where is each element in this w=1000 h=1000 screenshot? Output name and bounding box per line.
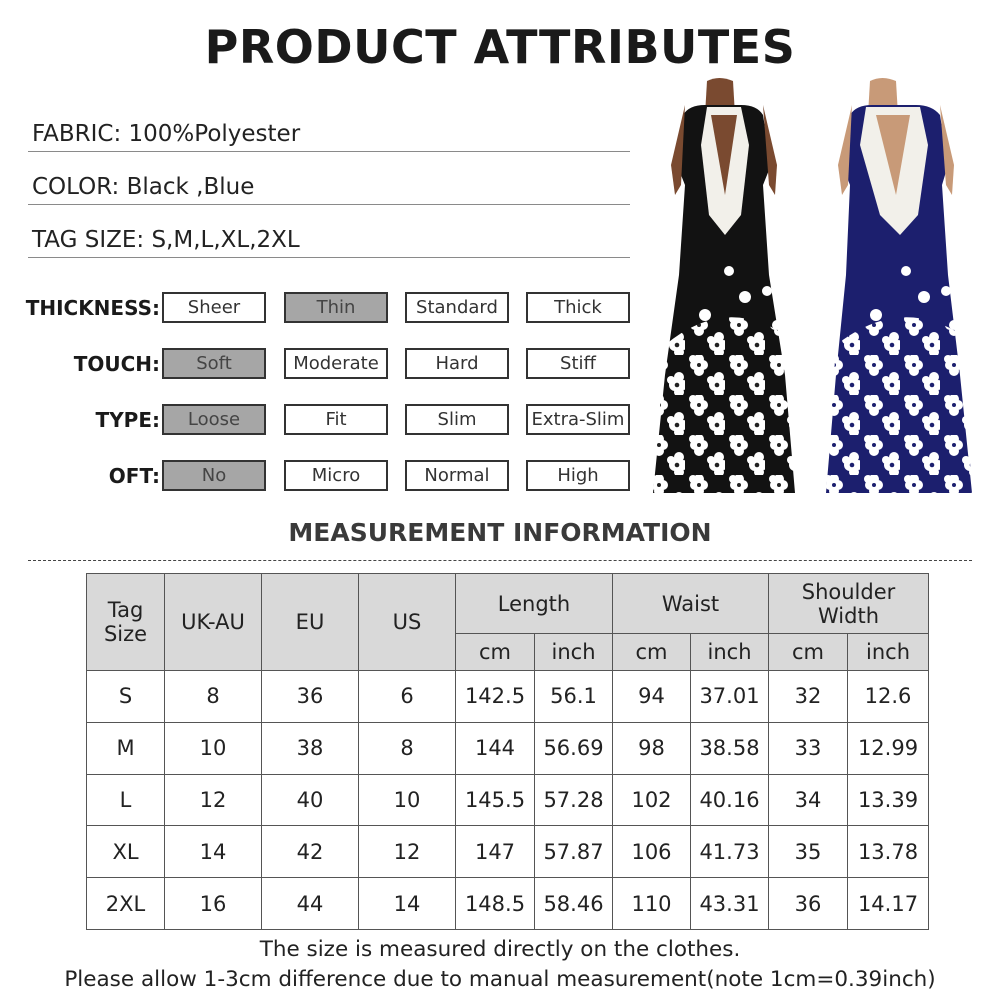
cell-length-cm: 142.5: [456, 671, 535, 723]
table-row: [87, 671, 929, 723]
type-option-fit: Fit: [284, 404, 388, 435]
cell-waist-inch: 40.16: [691, 774, 769, 826]
cell-tag-size: S: [87, 671, 165, 723]
oft-row: [0, 460, 640, 492]
cell-tag-size: L: [87, 774, 165, 826]
blue-dress-photo: [820, 75, 980, 495]
dashed-divider: [28, 560, 972, 561]
table-row: [87, 878, 929, 930]
cell-uk-au: 10: [165, 722, 262, 774]
tag-size-attribute: TAG SIZE: S,M,L,XL,2XL: [28, 218, 630, 258]
type-row: [0, 404, 640, 436]
cell-eu: 36: [262, 671, 359, 723]
cell-uk-au: 16: [165, 878, 262, 930]
thickness-row: [0, 292, 640, 324]
cell-us: 6: [359, 671, 456, 723]
header-shoulder-width: Shoulder Width: [769, 574, 929, 634]
cell-us: 12: [359, 826, 456, 878]
cell-shoulder-cm: 33: [769, 722, 848, 774]
cell-shoulder-inch: 13.39: [848, 774, 929, 826]
cell-shoulder-cm: 32: [769, 671, 848, 723]
size-table: [86, 573, 929, 930]
tolerance-note: Please allow 1-3cm difference due to manual measurement(note 1cm=0.39inch): [64, 967, 936, 992]
cell-length-cm: 144: [456, 722, 535, 774]
thickness-option-thin: Thin: [284, 292, 388, 323]
cell-uk-au: 12: [165, 774, 262, 826]
cell-length-cm: 148.5: [456, 878, 535, 930]
unit-cm: cm: [613, 634, 691, 671]
header-us: US: [359, 574, 456, 671]
cell-us: 8: [359, 722, 456, 774]
cell-length-cm: 145.5: [456, 774, 535, 826]
thickness-option-standard: Standard: [405, 292, 509, 323]
black-dress-photo: [645, 75, 805, 495]
unit-cm: cm: [456, 634, 535, 671]
cell-eu: 38: [262, 722, 359, 774]
cell-length-inch: 56.1: [535, 671, 613, 723]
cell-uk-au: 14: [165, 826, 262, 878]
header-uk-au: UK-AU: [165, 574, 262, 671]
cell-waist-cm: 98: [613, 722, 691, 774]
unit-cm: cm: [769, 634, 848, 671]
unit-inch: inch: [691, 634, 769, 671]
color-attribute: COLOR: Black ,Blue: [28, 165, 630, 205]
touch-option-soft: Soft: [162, 348, 266, 379]
oft-label: OFT:: [108, 464, 160, 488]
unit-inch: inch: [848, 634, 929, 671]
cell-waist-cm: 94: [613, 671, 691, 723]
header-eu: EU: [262, 574, 359, 671]
cell-shoulder-inch: 12.99: [848, 722, 929, 774]
measurement-title: MEASUREMENT INFORMATION: [288, 518, 712, 547]
cell-length-inch: 56.69: [535, 722, 613, 774]
cell-waist-cm: 110: [613, 878, 691, 930]
thickness-option-thick: Thick: [526, 292, 630, 323]
cell-eu: 44: [262, 878, 359, 930]
touch-option-moderate: Moderate: [284, 348, 388, 379]
cell-shoulder-inch: 14.17: [848, 878, 929, 930]
touch-option-hard: Hard: [405, 348, 509, 379]
thickness-option-sheer: Sheer: [162, 292, 266, 323]
fabric-attribute: FABRIC: 100%Polyester: [28, 112, 630, 152]
cell-shoulder-inch: 13.78: [848, 826, 929, 878]
header-waist: Waist: [613, 574, 769, 634]
cell-tag-size: 2XL: [87, 878, 165, 930]
cell-length-inch: 57.28: [535, 774, 613, 826]
table-row: [87, 774, 929, 826]
cell-us: 10: [359, 774, 456, 826]
touch-option-stiff: Stiff: [526, 348, 630, 379]
type-option-loose: Loose: [162, 404, 266, 435]
cell-waist-inch: 38.58: [691, 722, 769, 774]
header-length: Length: [456, 574, 613, 634]
cell-shoulder-inch: 12.6: [848, 671, 929, 723]
cell-tag-size: XL: [87, 826, 165, 878]
touch-label: TOUCH:: [73, 352, 160, 376]
oft-option-high: High: [526, 460, 630, 491]
cell-waist-inch: 37.01: [691, 671, 769, 723]
cell-tag-size: M: [87, 722, 165, 774]
table-header-row: [87, 574, 929, 634]
cell-eu: 40: [262, 774, 359, 826]
cell-shoulder-cm: 36: [769, 878, 848, 930]
cell-waist-inch: 43.31: [691, 878, 769, 930]
header-tag-size: Tag Size: [87, 574, 165, 671]
touch-row: [0, 348, 640, 380]
oft-option-normal: Normal: [405, 460, 509, 491]
cell-waist-cm: 106: [613, 826, 691, 878]
type-option-extra-slim: Extra-Slim: [526, 404, 630, 435]
thickness-label: THICKNESS:: [25, 296, 160, 320]
cell-eu: 42: [262, 826, 359, 878]
cell-waist-inch: 41.73: [691, 826, 769, 878]
table-row: [87, 826, 929, 878]
cell-length-inch: 57.87: [535, 826, 613, 878]
table-row: [87, 722, 929, 774]
cell-length-cm: 147: [456, 826, 535, 878]
type-option-slim: Slim: [405, 404, 509, 435]
measurement-note: The size is measured directly on the clothes.: [259, 937, 741, 962]
cell-uk-au: 8: [165, 671, 262, 723]
type-label: TYPE:: [95, 408, 160, 432]
cell-shoulder-cm: 34: [769, 774, 848, 826]
unit-inch: inch: [535, 634, 613, 671]
cell-length-inch: 58.46: [535, 878, 613, 930]
oft-option-no: No: [162, 460, 266, 491]
oft-option-micro: Micro: [284, 460, 388, 491]
page-title: PRODUCT ATTRIBUTES: [204, 20, 796, 74]
cell-waist-cm: 102: [613, 774, 691, 826]
cell-shoulder-cm: 35: [769, 826, 848, 878]
cell-us: 14: [359, 878, 456, 930]
